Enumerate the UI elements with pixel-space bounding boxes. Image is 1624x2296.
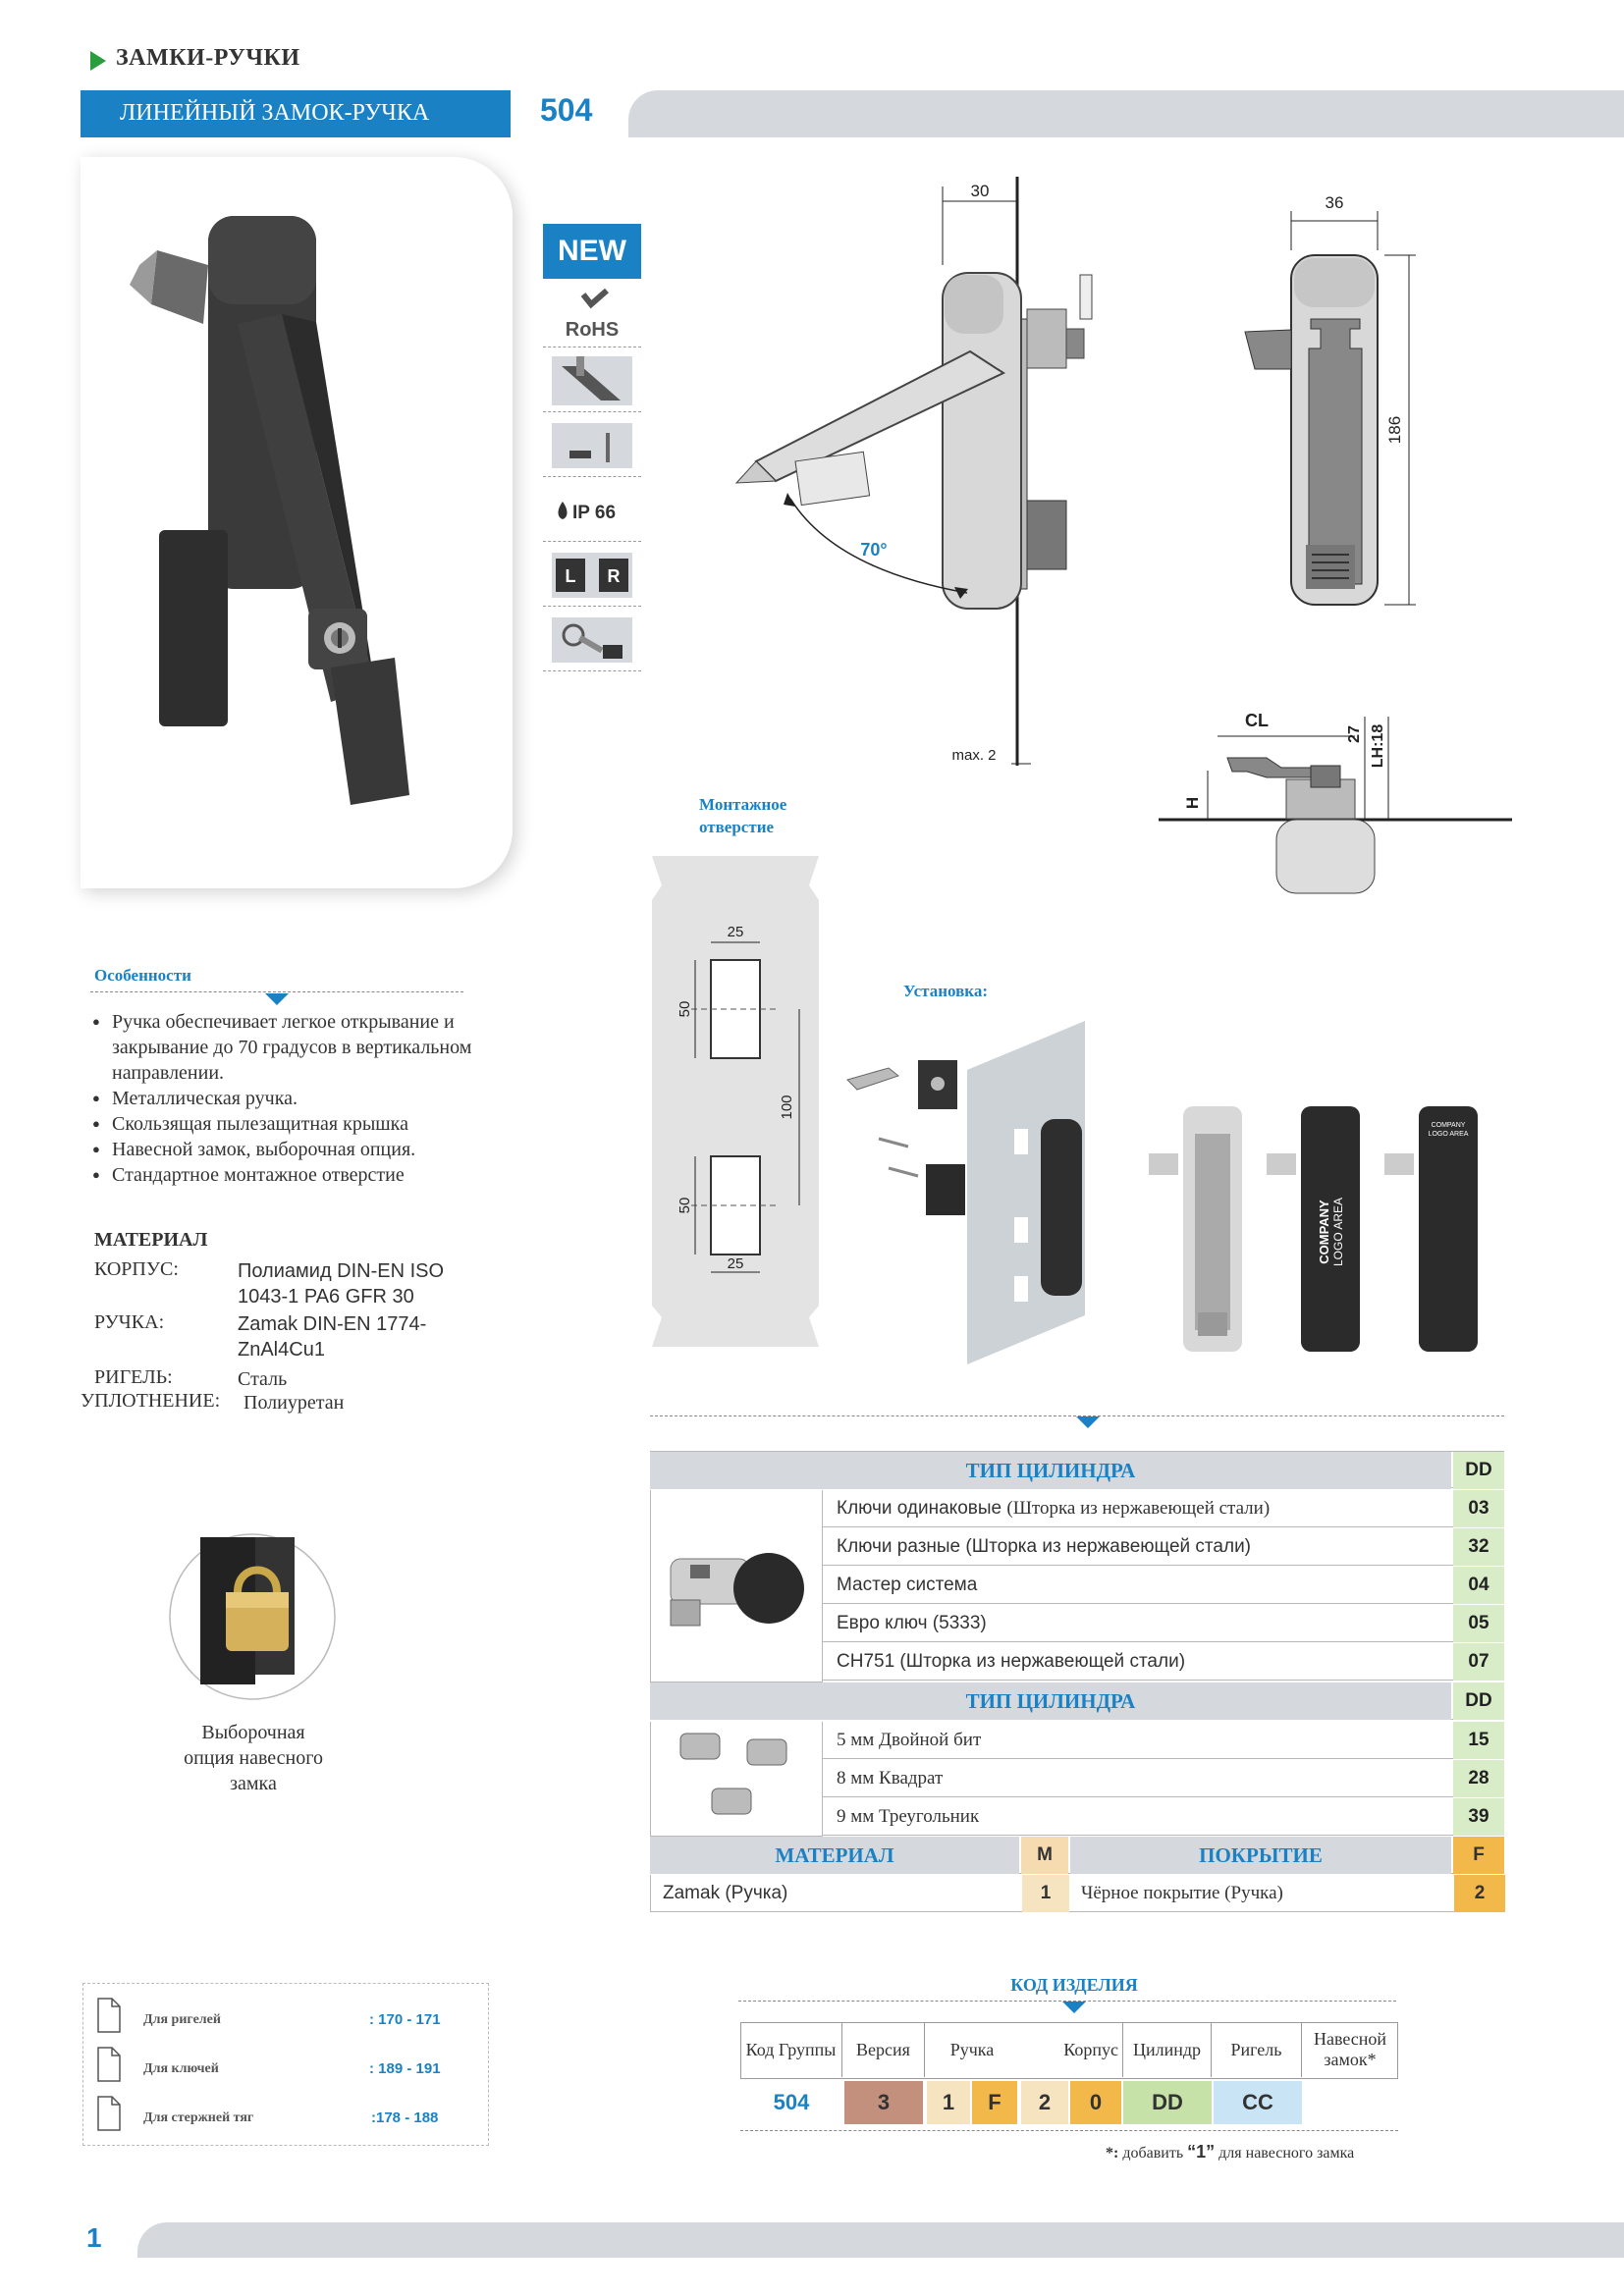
feature-item: ● Навесной замок, выборочная опция. — [90, 1137, 483, 1162]
panel-mount-icon — [543, 414, 641, 477]
padlock-caption-line1: Выборочная — [201, 1722, 305, 1743]
section-drawing — [1149, 697, 1522, 893]
code-value-handle-2: F — [972, 2081, 1017, 2124]
padlock-photo — [169, 1533, 336, 1700]
cylinder-row-name: CH751 (Шторка из нержавеющей стали) — [837, 1651, 1186, 1672]
mounting-hole-drawing — [652, 856, 819, 1357]
mounting-type-icon — [543, 349, 641, 412]
finish-coating-code-header: F — [1453, 1837, 1504, 1874]
insert-row — [823, 1760, 1504, 1797]
page-number: 1 — [86, 2222, 102, 2253]
insert-row-name: 8 мм Квадрат — [837, 1768, 944, 1789]
code-header-body: Корпус — [1021, 2022, 1123, 2077]
mount-dim-50-top: 50 — [677, 1000, 693, 1018]
dim-186: 186 — [1385, 415, 1404, 445]
section-arrow-icon — [90, 51, 106, 71]
mounting-hole-title-line1: Монтажное — [699, 795, 787, 814]
finish-coating-header: ПОКРЫТИЕ — [1070, 1837, 1451, 1874]
feature-item: ● Стандартное монтажное отверстие — [90, 1162, 483, 1188]
rohs-label: RoHS — [565, 318, 620, 341]
installation-title: Установка: — [903, 982, 988, 1000]
finish-row — [650, 1875, 1504, 1912]
mount-dim-25-top: 25 — [727, 924, 744, 940]
reference-pages: : 189 - 191 — [369, 2060, 441, 2077]
features-title: Особенности — [94, 966, 191, 985]
code-header-padlock: Навесной замок* — [1313, 2029, 1387, 2069]
cylinder-row-code: 32 — [1453, 1528, 1504, 1566]
new-badge: NEW — [543, 224, 641, 279]
features-divider — [90, 991, 463, 992]
insert-row-code: 39 — [1453, 1798, 1504, 1836]
header-band — [628, 90, 1624, 137]
product-code-title: КОД ИЗДЕЛИЯ — [1010, 1975, 1138, 1995]
side-view — [736, 177, 1092, 766]
product-photo — [81, 157, 513, 888]
product-code: 504 — [540, 92, 593, 128]
features-marker-icon — [265, 993, 289, 1005]
handle-variants — [1149, 1095, 1522, 1360]
insert-row-code: 15 — [1453, 1722, 1504, 1759]
cylinder-row-name: Мастер система — [837, 1575, 978, 1595]
reference-page-icons — [94, 1993, 124, 2140]
reference-label: Для ригелей — [143, 2012, 221, 2027]
mount-dim-100: 100 — [779, 1095, 795, 1120]
reference-label: Для стержней тяг — [143, 2110, 254, 2125]
dim-36: 36 — [1325, 193, 1344, 212]
dim-cl: CL — [1245, 711, 1269, 730]
right-label: R — [607, 565, 621, 586]
cylinder-photo — [651, 1490, 824, 1682]
cylinder-row-note: (Шторка из нержавеющей стали) — [1006, 1498, 1271, 1519]
footnote-tail: для навесного замка — [1215, 2145, 1355, 2162]
options-marker-icon — [1076, 1416, 1100, 1428]
code-header-cylinder: Цилиндр — [1123, 2022, 1212, 2077]
cylinder-row — [823, 1528, 1504, 1566]
finish-coating-value: Чёрное покрытие (Ручка) — [1081, 1883, 1283, 1903]
mounting-hole-title-line2: отверстие — [699, 818, 775, 836]
reference-pages: : 170 - 171 — [369, 2011, 441, 2028]
code-value-version: 3 — [844, 2081, 923, 2124]
page-icon — [98, 2048, 120, 2081]
mount-dim-50-bottom: 50 — [677, 1197, 693, 1214]
cylinder-row-name — [837, 1490, 1445, 1527]
cylinder-row-name: Ключи разные (Шторка из нержавеющей стали) — [837, 1536, 1252, 1557]
cylinder-image-cell — [650, 1490, 823, 1682]
installation-drawing — [839, 1021, 1095, 1364]
page-icon — [98, 2097, 120, 2130]
insert-image-cell — [650, 1722, 823, 1837]
material-value-handle: Zamak DIN-EN 1774-ZnAl4Cu1 — [238, 1313, 427, 1361]
feature-item: ● Металлическая ручка. — [90, 1086, 483, 1111]
dim-h: H — [1183, 796, 1202, 810]
cylinder-row — [823, 1490, 1504, 1527]
cylinder-row-code: 04 — [1453, 1567, 1504, 1604]
padlock-caption-line3: замка — [230, 1773, 277, 1794]
mount-dim-25-bottom: 25 — [727, 1255, 744, 1272]
features-list — [90, 1009, 483, 1188]
padlock-caption — [147, 1720, 359, 1796]
front-view — [1245, 193, 1416, 605]
feature-item: ● Ручка обеспечивает легкое открывание и закрывание до 70 градусов в вертикальном направлении. — [90, 1009, 483, 1086]
code-table-bottom-line — [740, 2130, 1398, 2131]
code-value-body-1: 2 — [1021, 2081, 1068, 2124]
variant-black-small-logo — [1384, 1106, 1478, 1352]
product-code-marker-icon — [1062, 2002, 1086, 2013]
insert-row — [823, 1722, 1504, 1759]
cylinder-row-code: 07 — [1453, 1643, 1504, 1681]
variant-grey — [1149, 1106, 1242, 1352]
insert-row-name: 9 мм Треугольник — [837, 1806, 980, 1827]
product-photo-panel — [81, 157, 513, 888]
finish-material-value: Zamak (Ручка) — [663, 1883, 788, 1903]
material-label-body: КОРПУС: — [94, 1258, 179, 1280]
variant-logo-line1: COMPANY — [1317, 1200, 1331, 1264]
finish-material-header: МАТЕРИАЛ — [650, 1837, 1019, 1874]
material-label-handle: РУЧКА: — [94, 1311, 165, 1333]
material-label-bolt: РИГЕЛЬ: — [94, 1366, 173, 1388]
footer-band — [137, 2222, 1624, 2258]
ip66-label: IP 66 — [572, 502, 617, 523]
cylinder-row — [823, 1605, 1504, 1642]
insert-row-code: 28 — [1453, 1760, 1504, 1797]
code-value-cylinder: DD — [1123, 2081, 1212, 2124]
insert-row — [823, 1798, 1504, 1836]
cylinder-row — [823, 1567, 1504, 1604]
material-value-bolt: Сталь — [238, 1368, 288, 1390]
code-header-bolt: Ригель — [1212, 2022, 1302, 2077]
rohs-icon — [543, 285, 641, 347]
ip66-icon — [543, 479, 641, 542]
cylinder-row-name-text: Ключи одинаковые — [837, 1498, 1002, 1519]
code-value-handle-1: 1 — [927, 2081, 970, 2124]
cylinder-row-code: 03 — [1453, 1490, 1504, 1527]
code-header-version: Версия — [842, 2022, 925, 2077]
dim-max: max. 2 — [951, 747, 997, 764]
insert-table-header — [650, 1682, 1504, 1720]
dim-27: 27 — [1346, 725, 1363, 743]
dim-lh: LH:18 — [1370, 723, 1386, 769]
insert-header-code: DD — [1453, 1682, 1504, 1720]
reference-label: Для ключей — [143, 2061, 219, 2076]
cylinder-row — [823, 1643, 1504, 1681]
dim-angle: 70° — [860, 540, 888, 560]
variant-logo-line2: LOGO AREA — [1331, 1197, 1345, 1267]
material-label-seal: УПЛОТНЕНИЕ: — [81, 1390, 221, 1412]
page-icon — [98, 1999, 120, 2032]
cylinder-table-header — [650, 1451, 1504, 1488]
feature-item: ● Скользящая пылезащитная крышка — [90, 1111, 483, 1137]
material-title: МАТЕРИАЛ — [94, 1229, 208, 1251]
product-code-footnote — [1106, 2142, 1354, 2163]
material-value-body: Полиамид DIN-EN ISO 1043-1 PA6 GFR 30 — [238, 1260, 445, 1308]
left-label: L — [565, 565, 576, 586]
finish-table-header — [650, 1837, 1504, 1874]
cylinder-header-code: DD — [1453, 1452, 1504, 1489]
section-title: ЗАМКИ-РУЧКИ — [116, 45, 300, 71]
code-value-body-2: 0 — [1070, 2081, 1121, 2124]
finish-material-code: 1 — [1022, 1875, 1069, 1912]
padlock-caption-line2: опция навесного — [184, 1747, 323, 1769]
cylinder-row-name: Евро ключ (5333) — [837, 1613, 987, 1633]
insert-row-name: 5 мм Двойной бит — [837, 1730, 982, 1750]
variant-black-logo — [1267, 1106, 1360, 1352]
code-value-bolt: CC — [1214, 2081, 1302, 2124]
code-header-handle: Ручка — [949, 2039, 995, 2059]
footnote-quote: “1” — [1187, 2142, 1216, 2162]
variant-small-logo-line2: LOGO AREA — [1428, 1131, 1469, 1138]
finish-coating-code: 2 — [1454, 1875, 1505, 1912]
reference-pages: :178 - 188 — [371, 2109, 439, 2126]
cylinder-row-code: 05 — [1453, 1605, 1504, 1642]
dim-30: 30 — [970, 182, 990, 200]
key-icon — [543, 609, 641, 671]
material-value-seal: Полиуретан — [244, 1392, 345, 1414]
product-title: ЛИНЕЙНЫЙ ЗАМОК-РУЧКА — [81, 90, 511, 137]
insert-photo — [651, 1722, 824, 1837]
footnote-text: добавить — [1118, 2145, 1188, 2162]
code-header-group: Код Группы — [740, 2022, 842, 2077]
finish-material-code-header: M — [1021, 1837, 1068, 1874]
code-value-group: 504 — [773, 2090, 810, 2114]
footnote-mark: *: — [1106, 2145, 1119, 2162]
cylinder-header-label: ТИП ЦИЛИНДРА — [650, 1452, 1451, 1489]
insert-header-label: ТИП ЦИЛИНДРА — [650, 1682, 1451, 1720]
variant-small-logo-line1: COMPANY — [1431, 1122, 1466, 1129]
left-right-icon — [543, 544, 641, 607]
mounting-hole-title — [699, 793, 786, 838]
